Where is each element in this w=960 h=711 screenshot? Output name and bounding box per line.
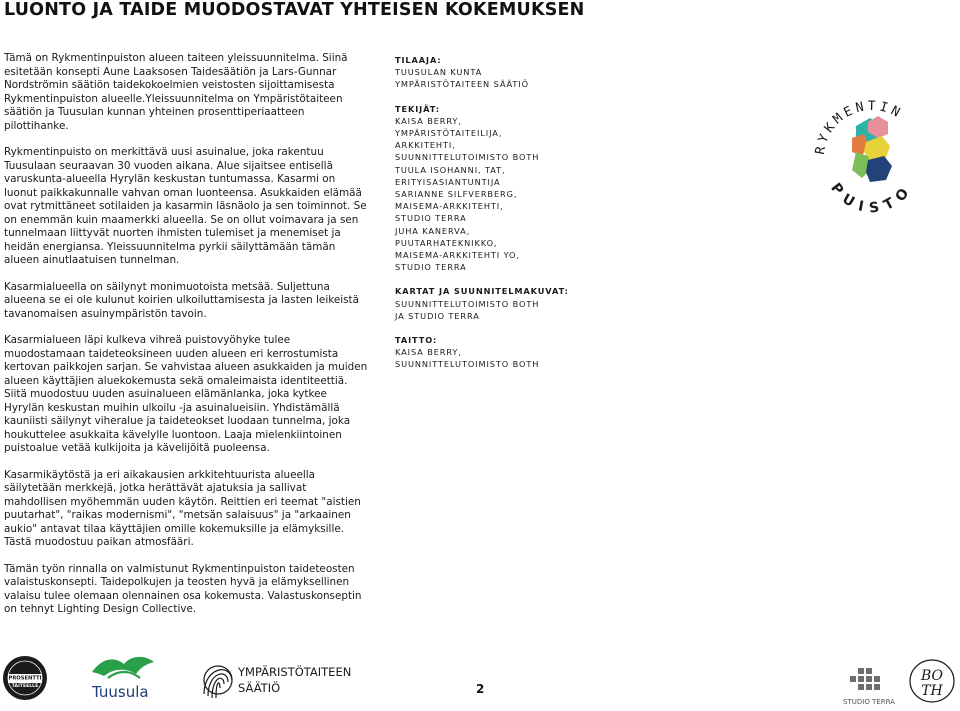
both-logo-icon xyxy=(906,656,958,706)
credits-line: TUULA ISOHANNI, TAT, xyxy=(395,164,506,175)
body-paragraph: Tämän työn rinnalla on valmistunut Rykmentinpuiston taideteosten valaistuskonsepti. Taidepolkujen ja teosten hyvä ja elämyksellinen valaisu tulee olemaan olennainen osa kokemusta. Valastuskonseptin on tehnyt Lighting Design Collective. xyxy=(4,562,362,615)
credits-line: SUUNNITTELUTOIMISTO BOTH xyxy=(395,298,540,309)
credits-line: TUUSULAN KUNTA xyxy=(395,67,483,78)
svg-text:TH: TH xyxy=(921,683,943,699)
credits-group xyxy=(395,54,620,91)
ymparistotaiteen-saatio-logo-icon xyxy=(200,658,356,702)
body-paragraph: Tämä on Rykmentinpuiston alueen taiteen yleissuunnitelma. Siinä esitetään konsepti Aune Laaksosen Taidesäätiön ja Lars-Gunnar Nordströmin säätiön taidekokoelmien veistosten sijoittamisesta Rykmentinpuiston alueelle.Yleissuunnitelma on Ympäristötaiteen säätiön ja Tuusulan kunnan yhteinen prosenttiperiaatteen pilottihanke. xyxy=(4,52,348,132)
footer-logos xyxy=(0,650,960,711)
credits-line: ARKKITEHTI, xyxy=(395,140,456,151)
credits-line: STUDIO TERRA xyxy=(395,213,467,224)
tuusula-logo-icon xyxy=(88,652,170,704)
rykmentinpuisto-logo-icon xyxy=(806,86,938,216)
credits-line: SUUNNITTELUTOIMISTO BOTH xyxy=(395,152,540,163)
svg-text:TAITEELLE: TAITEELLE xyxy=(11,684,39,689)
body-paragraph: Kasarmialueella on säilynyt monimuotoista metsää. Suljettuna alueena se ei ole kulunut koirien ulkoiluttamisesta ja lasten leikeistä tavanomaisen asuinympäristön tavoin. xyxy=(4,280,359,320)
svg-text:PROSENTTI: PROSENTTI xyxy=(8,675,42,682)
credits-line: YMPÄRISTÖTAITEILIJA, xyxy=(395,128,503,139)
prosentti-taiteelle-logo-icon xyxy=(2,655,48,701)
credits-line: SUUNNITTELUTOIMISTO BOTH xyxy=(395,359,540,370)
credits-line: KAISA BERRY, xyxy=(395,347,462,358)
body-paragraph: Kasarmialueen läpi kulkeva vihreä puistovyöhyke tulee muodostamaan taideteoksineen uuden alueen eri kerrostumista kertovan paikkojen sarjan. Se vahvistaa alueen asukkaiden ja muiden alueen käyttäjien aluekokemusta sekä omaleimaista identiteettiä. Siitä muodostuu uuden asuinalueen elämänlanka, joka kytkee Hyrylän keskustan muihin ulkoilu -ja asuinalueisiin. Yhdistämällä kauniisti säilynyt viheralue ja taideteokset luodaan tunnelma, joka houkuttelee asukkaita kävelylle luontoon. Laaja mielenkiintoinen puistoalue vetää kulkijoita ja kävelijöitä puoleensa. xyxy=(4,334,368,454)
page-title: LUONTO JA TAIDE MUODOSTAVAT YHTEISEN KOKEMUKSEN xyxy=(4,0,585,20)
credits-group xyxy=(395,334,620,371)
credits-line: MAISEMA-ARKKITEHTI, xyxy=(395,201,504,212)
credits-line: JUHA KANERVA, xyxy=(395,225,471,236)
credits-label: KARTAT JA SUUNNITELMAKUVAT: xyxy=(395,286,569,297)
body-paragraph: Kasarmikäytöstä ja eri aikakausien arkkitehtuurista alueella säilytetään merkkejä, jotka herättävät ajatuksia ja sallivat mahdollisen myöhemmän uuden käytön. Reittien eri teemat "aistien puutarhat", "raikas modernismi", "metsän salaisuus" ja "arkaainen aukio" antavat tilaa käyttäjien omille kokemuksille ja elämyksille. Tästä muodostuu paikan atmosfääri. xyxy=(4,468,361,548)
logo-arc-top-text: RYKMENTIN xyxy=(812,98,906,156)
svg-text:SÄÄTIÖ: SÄÄTIÖ xyxy=(238,681,281,695)
credits-column xyxy=(395,54,620,383)
logo-arc-bottom-text: PUISTO xyxy=(827,180,917,216)
credits-label: TILAAJA: xyxy=(395,55,442,65)
body-paragraph: Rykmentinpuisto on merkittävä uusi asuinalue, joka rakentuu Tuusulaan seuraavan 30 vuoden aikana. Alue sijaitsee entisellä varuskunta-alueella Hyrylän keskustan tuntumassa. Kasarmi on luonut paikkakunnalle vahvan oman luonteensa. Asukkaiden elämää ovat rytmittäneet sotilaiden ja kasarmin läsnäolo ja sen toiminnot. Se on enemmän kuin maamerkki alueella. Se on ollut voimavara ja sen tunnelmaan liittyvät nuorten ihmisten tulemiset ja menemiset ja heidän energiansa. Yleissuunnitelma pyrkii säilyttämään tämän alueen ainutlaatuisen tunnelman. xyxy=(4,146,367,266)
credits-line: PUUTARHATEKNIKKO, xyxy=(395,237,498,248)
svg-text:BO: BO xyxy=(920,668,944,684)
credits-line: STUDIO TERRA xyxy=(395,262,467,273)
credits-group xyxy=(395,103,620,274)
credits-line: MAISEMA-ARKKITEHTI YO, xyxy=(395,250,520,261)
credits-line: YMPÄRISTÖTAITEEN SÄÄTIÖ xyxy=(395,79,529,90)
body-text-column xyxy=(4,52,370,630)
credits-line: SARIANNE SILFVERBERG, xyxy=(395,189,518,200)
credits-line: KAISA BERRY, xyxy=(395,115,462,126)
svg-text:Tuusula: Tuusula xyxy=(92,683,149,701)
svg-text:STUDIO TERRA: STUDIO TERRA xyxy=(843,698,895,706)
credits-line: ERITYISASIANTUNTIJA xyxy=(395,176,501,187)
credits-line: JA STUDIO TERRA xyxy=(395,310,480,321)
svg-text:YMPÄRISTÖTAITEEN: YMPÄRISTÖTAITEEN xyxy=(238,665,352,679)
credits-label: TEKIJÄT: xyxy=(395,103,440,114)
page-number: 2 xyxy=(476,682,485,696)
credits-label: TAITTO: xyxy=(395,335,438,346)
studio-terra-logo-icon xyxy=(838,664,900,710)
credits-group xyxy=(395,285,620,322)
logo-emblem xyxy=(852,116,892,182)
